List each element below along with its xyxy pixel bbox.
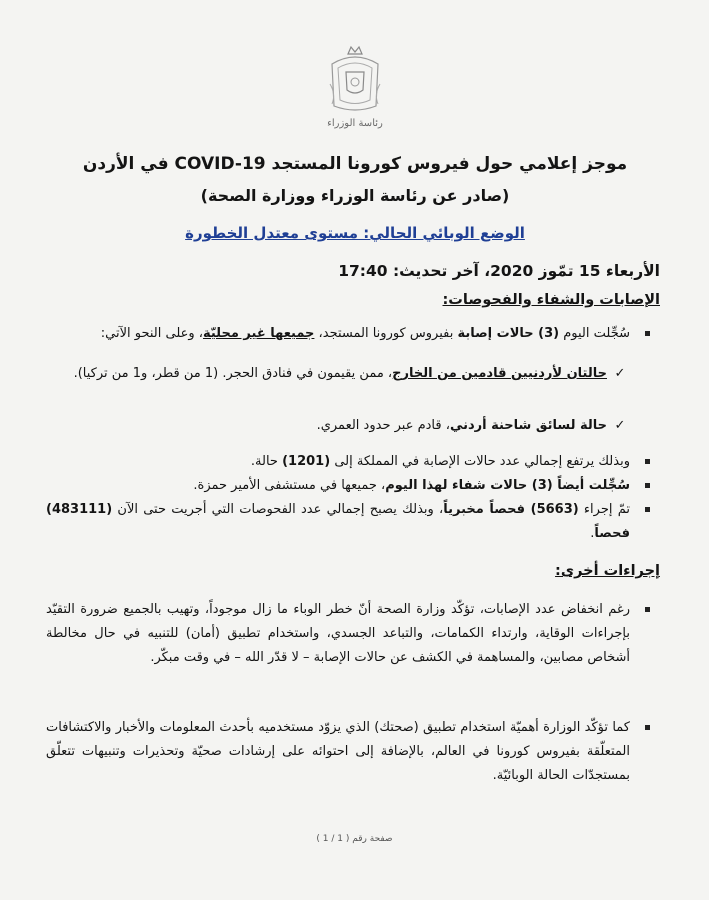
- bullet-icon: [640, 450, 654, 474]
- section-heading-cases: الإصابات والشفاء والفحوصات:: [442, 292, 660, 308]
- list-item-truck-driver-case: ✓ حالة لسائق شاحنة أردني، قادم عبر حدود العمري.: [46, 414, 627, 438]
- document-title: موجز إعلامي حول فيروس كورونا المستجد COVID-19 في الأردن: [82, 154, 628, 174]
- bullet-icon: [640, 322, 654, 346]
- list-item-prevention: رغم انخفاض عدد الإصابات، تؤكّد وزارة الصحة أنّ خطر الوباء ما زال موجوداً، وتهيب بالجميع ضرورة التقيّد بإجراءات الوقاية، وارتداء الكمامات، والتباعد الجسدي، واستخدام تطبيق (أمان) للتنبيه في حال مخالطة أشخاص مصابين، والمساهمة في الكشف عن حالات الإصابة – لا قدّر الله – في وقت مبكّر.: [46, 598, 654, 670]
- document-subtitle: (صادر عن رئاسة الوزراء ووزارة الصحة): [200, 186, 510, 205]
- list-item-tests: تمّ إجراء (5663) فحصاً مخبرياً، وبذلك يصبح إجمالي عدد الفحوصات التي أجريت حتى الآن (483111) فحصاً.: [46, 498, 654, 546]
- emblem-caption: رئاسة الوزراء: [327, 118, 383, 129]
- bullet-icon: [640, 716, 654, 740]
- page-number: صفحة رقم ( 1 / 1 ): [316, 834, 393, 844]
- section-heading-other-measures: إجراءات أخرى:: [555, 563, 660, 579]
- list-item-sehtak-app: كما تؤكّد الوزارة أهميّة استخدام تطبيق (صحتك) الذي يزوّد مستخدميه بأحدث المعلومات والأخبار والاكتشافات المتعلّقة بفيروس كورونا في العالم، بالإضافة إلى احتوائه على إرشادات صحيّة وتحذيرات وتنبيهات تتعلّق بمستجدّات الحالة الوبائيّة.: [46, 716, 654, 788]
- bullet-icon: [640, 598, 654, 622]
- bullet-icon: [640, 498, 654, 522]
- list-item-cases-today: سُجِّلت اليوم (3) حالات إصابة بفيروس كورونا المستجد، جميعها غير محليّة، وعلى النحو الآتي:: [46, 322, 654, 346]
- list-item-returnee-cases: ✓ حالتان لأردنيين قادمين من الخارج، ممن يقيمون في فنادق الحجر. (1 من قطر، و1 من تركيا).: [48, 362, 627, 386]
- bullet-icon: [640, 474, 654, 498]
- checkmark-icon: ✓: [614, 418, 626, 433]
- checkmark-icon: ✓: [614, 366, 626, 381]
- list-item-recoveries: سُجِّلت أيضاً (3) حالات شفاء لهذا اليوم، جميعها في مستشفى الأمير حمزة.: [46, 474, 654, 498]
- date-update-line: الأربعاء 15 تمّوز 2020، آخر تحديث: 17:40: [338, 262, 660, 280]
- epidemic-status: الوضع الوبائي الحالي: مستوى معتدل الخطورة: [185, 224, 525, 242]
- crown-shield-icon: [326, 44, 384, 116]
- list-item-total-cases: وبذلك يرتفع إجمالي عدد حالات الإصابة في المملكة إلى (1201) حالة.: [46, 450, 654, 474]
- coat-of-arms-emblem: [324, 44, 386, 136]
